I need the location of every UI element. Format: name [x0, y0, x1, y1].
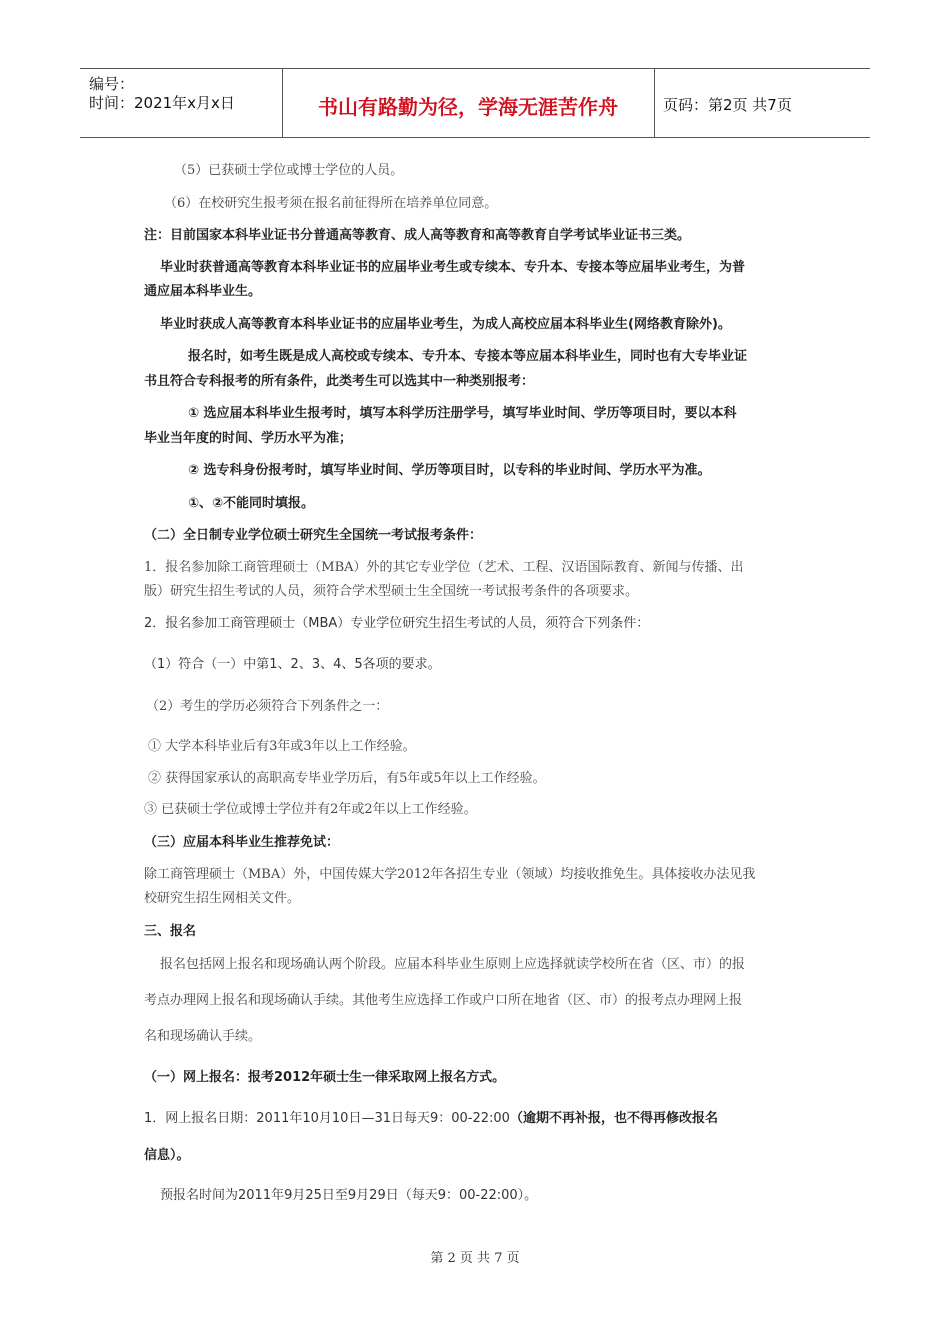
page-header	[80, 68, 870, 138]
text-line: ③ 已获硕士学位或博士学位并有2年或2年以上工作经验。	[144, 802, 477, 817]
text-line: 预报名时间为2011年9月25日至9月29日（每天9：00-22:00）。	[160, 1188, 538, 1203]
text-line: 信息）。	[144, 1148, 190, 1163]
text-line: ② 获得国家承认的高职高专毕业学历后，有5年或5年以上工作经验。	[148, 771, 546, 786]
text-segment-bold: （逾期不再补报，也不得再修改报名	[509, 1111, 718, 1126]
text-line: 除工商管理硕士（MBA）外，中国传媒大学2012年各招生专业（领域）均接收推免生。具体接收办法见我	[144, 867, 756, 882]
text-line: 毕业当年度的时间、学历水平为准；	[144, 431, 353, 446]
note-line: 注：目前国家本科毕业证书分普通高等教育、成人高等教育和高等教育自学考试毕业证书三类。	[144, 228, 691, 243]
text-line	[144, 1110, 718, 1128]
text-line: 毕业时获普通高等教育本科毕业证书的应届毕业考生或专续本、专升本、专接本等应届毕业考生，为普	[160, 260, 746, 275]
section-heading: 三、报名	[144, 924, 197, 939]
section-heading: （三）应届本科毕业生推荐免试：	[144, 835, 340, 850]
text-line: 报名时，如考生既是成人高校或专续本、专升本、专接本等应届本科毕业生，同时也有大专毕业证	[188, 349, 748, 364]
serial-number-label: 编号：	[89, 75, 135, 93]
text-line: （5）已获硕士学位或博士学位的人员。	[174, 163, 404, 178]
text-line: 名和现场确认手续。	[144, 1029, 262, 1044]
section-heading: （二）全日制专业学位硕士研究生全国统一考试报考条件：	[144, 528, 483, 543]
text-line: 报名包括网上报名和现场确认两个阶段。应届本科毕业生原则上应选择就读学校所在省（区、市）的报	[160, 957, 746, 972]
text-line: ① 大学本科毕业后有3年或3年以上工作经验。	[148, 739, 416, 754]
header-page-cell	[654, 69, 870, 137]
page-footer: 第 2 页 共 7 页	[430, 1251, 520, 1266]
header-motto-cell	[282, 69, 655, 137]
text-line: 2．报名参加工商管理硕士（MBA）专业学位研究生招生考试的人员，须符合下列条件：	[144, 616, 650, 631]
motto-text: 书山有路勤为径，学海无涯苦作舟	[318, 95, 618, 119]
text-line: 版）研究生招生考试的人员，须符合学术型硕士生全国统一考试报考条件的各项要求。	[144, 584, 639, 599]
page-number-info: 页码：第2页 共7页	[663, 96, 792, 114]
text-line: 书且符合专科报考的所有条件，此类考生可以选其中一种类别报考：	[144, 374, 535, 389]
text-line: ② 选专科身份报考时，填写毕业时间、学历等项目时，以专科的毕业时间、学历水平为准。	[188, 463, 711, 478]
text-segment: 1．网上报名日期：2011年10月10日—31日每天9：00-22:00	[144, 1111, 510, 1126]
text-line: 通应届本科毕业生。	[144, 284, 262, 299]
text-line: 考点办理网上报名和现场确认手续。其他考生应选择工作或户口所在地省（区、市）的报考点办理网上报	[144, 993, 743, 1008]
text-line: 1．报名参加除工商管理硕士（MBA）外的其它专业学位（艺术、工程、汉语国际教育、新闻与传播、出	[144, 560, 744, 575]
text-line: 校研究生招生网相关文件。	[144, 891, 301, 906]
text-line: （2）考生的学历必须符合下列条件之一：	[146, 699, 389, 714]
date-label: 时间：2021年x月x日	[89, 94, 235, 112]
header-meta-cell	[80, 69, 283, 137]
section-heading: （一）网上报名：报考2012年硕士生一律采取网上报名方式。	[144, 1070, 506, 1085]
text-line: （6）在校研究生报考须在报名前征得所在培养单位同意。	[164, 196, 498, 211]
text-line: 毕业时获成人高等教育本科毕业证书的应届毕业考生，为成人高校应届本科毕业生(网络教育除外)。	[160, 317, 731, 332]
text-line: ① 选应届本科毕业生报考时，填写本科学历注册学号，填写毕业时间、学历等项目时，要以本科	[188, 406, 737, 421]
text-line: （1）符合（一）中第1、2、3、4、5各项的要求。	[144, 657, 441, 672]
text-line: ①、②不能同时填报。	[188, 496, 315, 511]
